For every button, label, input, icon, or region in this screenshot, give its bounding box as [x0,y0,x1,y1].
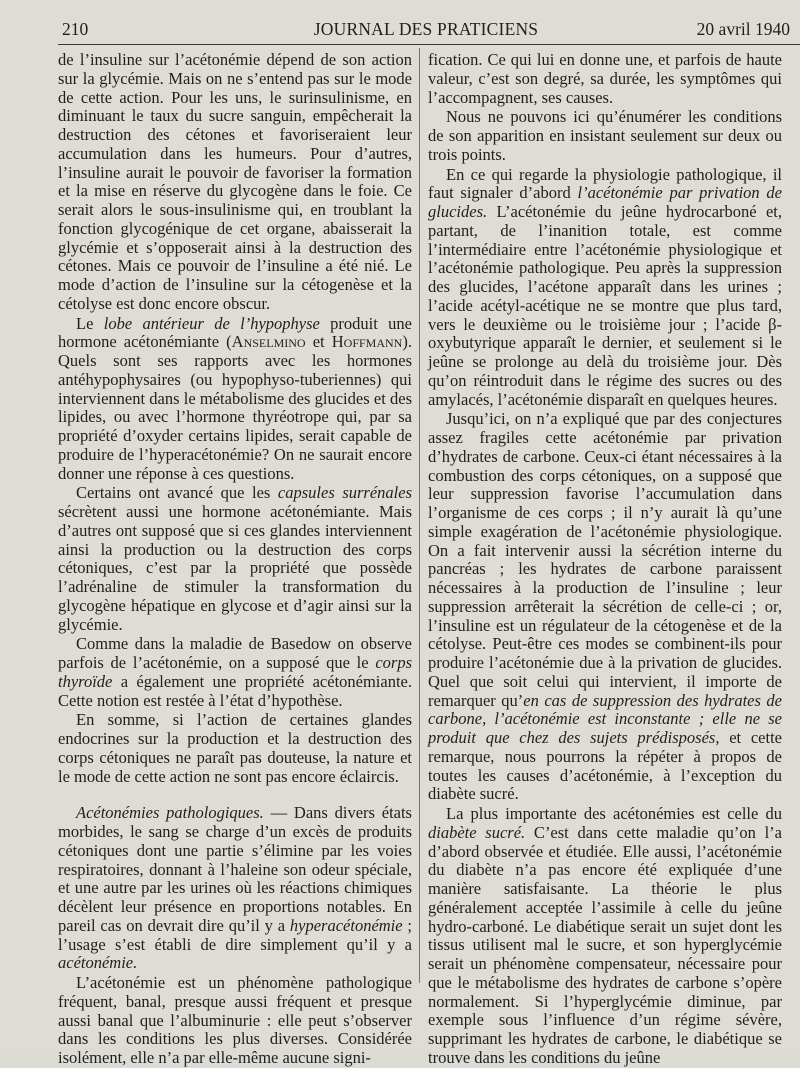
italic-text: diabète sucré. [428,822,526,842]
text-run: et cette remarque, nous pourrons la répéter à propos de toutes les causes d’acétonémie, à l’exception du diabète sucré. [428,728,783,804]
text-run: Certains ont avancé que les [76,483,278,503]
paragraph [428,166,782,410]
italic-text: acétonémie. [58,953,138,973]
paragraph [428,51,782,107]
column-divider [419,48,420,983]
text-run: et [305,332,332,352]
paragraph [428,108,782,164]
header-rule [58,44,800,45]
text-run: En ce qui regarde la physiologie pathologique, il faut signaler d’abord [428,164,782,203]
paragraph [58,974,412,1068]
text-run: La plus importante des acétonémies est celle du [446,804,782,823]
paragraph [58,315,412,484]
italic-text: hyperacétonémie [289,915,403,935]
text-run: produit une hormone acétonémiante ( [58,313,412,352]
issue-date: 20 avril 1940 [696,19,790,39]
text-run: L’acétonémie est un phénomène pathologique fréquent, banal, presque aussi fréquent et presque aussi banal que l’albuminurie : elle peut s’observer dans les conditions les plus diverses. Considérée isolément, elle n’a par elle-même aucune signi- [58,973,412,1067]
running-header [62,19,790,41]
text-run: C’est dans cette maladie qu’on l’a d’abord observée et étudiée. Elle aussi, l’acétonémie du diabète n’a pas encore été expliquée d’une manière satisfaisante. La théorie le plus généralement acceptée l’assimile à celle du jeûne hydro-carboné. Le diabétique serait un sujet dont les tissus utilisent mal le sucre, et son hyperglycémie serait un phénomène compensateur, nécessaire pour que le métabolisme des hydrates de carbone s’opère normalement. Si l’hyperglycémie diminue, par exemple sous l’influence d’un régime sévère, supprimant les hydrates de carbone, le diabétique se trouve dans les conditions du jeûne [428,822,782,1067]
text-run: a également une propriété acétonémiante. Cette notion est restée à l’état d’hypothèse. [58,671,412,710]
text-run: de l’insuline sur l’acétonémie dépend de son action sur la glycémie. Mais on ne s’entend pas sur le mode de cette action. Pour les uns, le surinsulinisme, en diminuant le taux du sucre sanguin, empêcherait la destruction des cétones et favoriseraient leur accumulation dans les humeurs. Pour d’autres, l’insuline aurait le pouvoir de favoriser la formation et la mise en réserve du glycogène dans le foie. Ce serait alors le sous-insulinisme qui, en troublant la fonction glycogénique de cet organe, abaisserait la glycémie et s’opposerait ainsi à la destruction des cétones. Mais ce pouvoir de l’insuline a été nié. Le mode d’action de l’insuline sur la cétogenèse et la cétolyse est donc encore obscur. [58,50,412,313]
italic-text: en cas de suppression des hydrates de carbone, l’acétonémie est inconstante ; elle ne se produit que chez des sujets prédisposés, [428,690,782,747]
italic-text: lobe antérieur de l’hypophyse [103,313,320,333]
italic-text: Acétonémies pathologiques. [76,803,264,823]
italic-text: corps thyroïde [58,653,412,691]
author-name: Hoffmann [331,332,403,352]
text-run: Comme dans la maladie de Basedow on observe parfois de l’acétonémie, on a supposé que le [58,634,412,672]
italic-text: capsules surrénales [277,483,412,503]
paragraph [428,410,782,804]
page-number: 210 [62,19,89,39]
text-run: Jusqu’ici, on n’a expliqué que par des conjectures assez fragiles cette acétonémie par privation d’hydrates de carbone. Ceux-ci étant nécessaires à la combustion des corps cétoniques, on a supposé que leur suppression favorise l’accumulation dans l’organisme de ces corps ; il n’y aurait là qu’une simple exagération de l’acétonémie physiologique. On a fait intervenir aussi la sécrétion interne du pancréas ; les hydrates de carbone paraissent nécessaires à la production de l’insuline ; leur suppression arrêterait la sécrétion de celle-ci ; or, l’insuline est un régulateur de la cétogenèse et de la cétolyse. Peut-être ces modes se combinent-ils pour produire l’acétonémie due à la privation de glucides. Quel que soit celui qui intervient, il importe de remarquer qu’ [428,409,782,710]
text-run: L’acétonémie du jeûne hydrocarboné et, partant, de l’inanition totale, est comme l’intermédiaire entre l’acétonémie physiologique et l’acétonémie pathologique. Peu après la suppression des glucides, l’acétone apparaît dans les urines ; l’acide acétyl-acétique ne se montre que plus tard, vers le deuxième ou le troisième jour ; l’acide β-oxybutyrique apparaît le dernier, et seulement si le jeûne se prolonge au delà du troisième jour. Dès qu’on réintroduit dans le régime des sucres ou des amylacés, l’acétonémie disparaît en quelques heures. [428,202,782,409]
paragraph [58,51,412,314]
text-run: — Dans divers états morbides, le sang se charge d’un excès de produits cétoniques dont une partie s’élimine par les voies respiratoires, donnant à l’haleine son odeur spéciale, et une autre par les urines où les réactions chimiques décèlent leur présence en proportions notables. En pareil cas on devrait dire qu’il y a [58,803,412,935]
author-name: Anselmino [231,332,306,352]
text-run: ; l’usage s’est établi de dire simplement qu’il y a [58,915,412,954]
text-run: ). Quels sont ses rapports avec les hormones antéhypophysaires (ou hypophyso-tuberiennes) qui interviennent dans le métabolisme des glucides et des lipides, ou avec l’hormone thyréotrope qui, par sa propriété d’oxyder certains lipides, serait capable de produire de l’hyperacétonémie? On ne saurait encore donner une réponse à ces questions. [58,332,412,483]
text-run: fication. Ce qui lui en donne une, et parfois de haute valeur, c’est son degré, sa durée, les symptômes qui l’accompagnent, ses causes. [428,50,782,107]
journal-title: JOURNAL DES PRATICIENS [313,19,539,39]
text-run: En somme, si l’action de certaines glandes endocrines sur la production et la destruction des corps cétoniques ne paraît pas douteuse, la nature et le mode de cette action ne sont pas encore éclaircis. [58,710,412,786]
paragraph [428,805,782,1068]
italic-text: l’acétonémie par privation de glucides. [428,183,782,221]
paragraph [58,484,412,634]
paragraph [58,711,412,786]
paragraph [58,804,412,973]
text-run: Nous ne pouvons ici qu’énumérer les conditions de son apparition en insistant seulement sur deux ou trois points. [428,107,782,164]
paragraph [58,635,412,710]
text-run: sécrètent aussi une hormone acétonémiante. Mais d’autres ont supposé que si ces glandes interviennent ainsi la production ou la destruction des corps cétoniques, c’est par la propriété que possède l’adrénaline de stimuler la transformation du glycogène hépatique en glycose et d’agir ainsi sur la glycémie. [58,502,412,634]
right-column [428,51,782,1068]
text-run: Le [76,313,104,333]
left-column [58,51,412,1068]
